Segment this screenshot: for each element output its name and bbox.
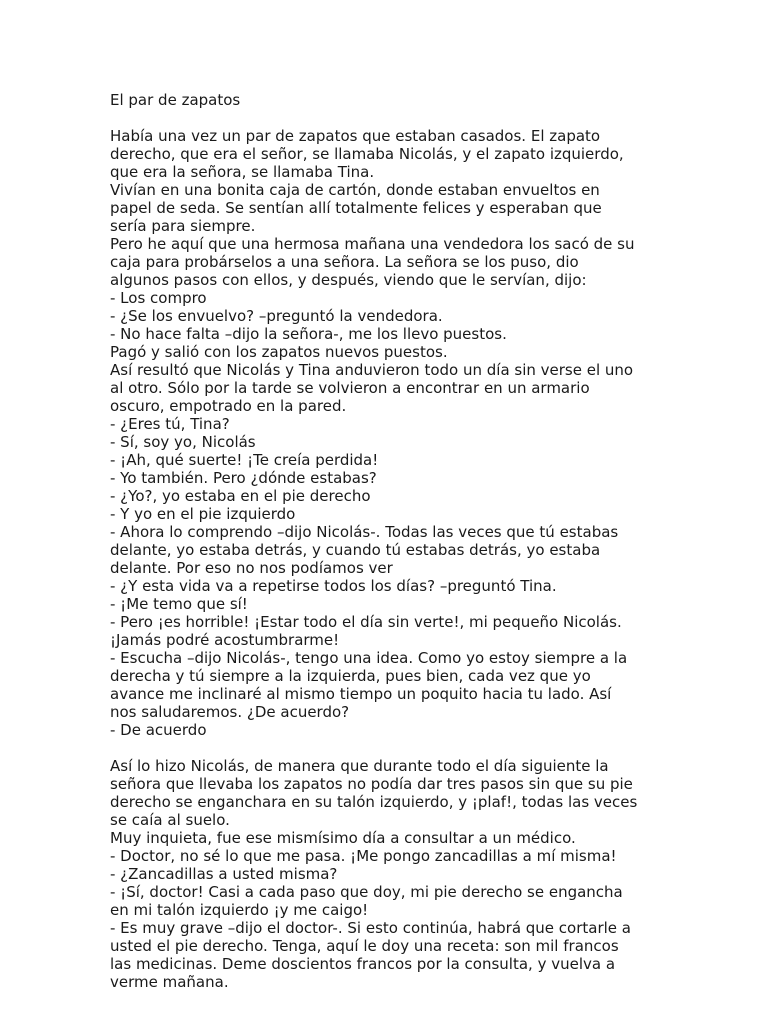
text-line: las medicinas. Deme doscientos francos por la consulta, y vuelva a <box>110 955 616 973</box>
text-line: derecha y tú siempre a la izquierda, pues bien, cada vez que yo <box>110 667 591 685</box>
text-line: - ¿Zancadillas a usted misma? <box>110 865 338 883</box>
text-line: - ¿Se los envuelvo? –preguntó la vendedora. <box>110 307 443 325</box>
text-line: - ¿Yo?, yo estaba en el pie derecho <box>110 487 371 505</box>
blank-line <box>110 739 670 757</box>
text-line: derecho, que era el señor, se llamaba Nicolás, y el zapato izquierdo, <box>110 145 624 163</box>
text-line: nos saludaremos. ¿De acuerdo? <box>110 703 350 721</box>
text-line: en mi talón izquierdo ¡y me caigo! <box>110 901 369 919</box>
text-line: se caía al suelo. <box>110 811 230 829</box>
text-line: que era la señora, se llamaba Tina. <box>110 163 375 181</box>
text-line: - ¿Eres tú, Tina? <box>110 415 230 433</box>
text-line: avance me inclinaré al mismo tiempo un poquito hacia tu lado. Así <box>110 685 612 703</box>
text-line: - ¡Sí, doctor! Casi a cada paso que doy, mi pie derecho se engancha <box>110 883 623 901</box>
text-line: Había una vez un par de zapatos que estaban casados. El zapato <box>110 127 601 145</box>
text-line: - Doctor, no sé lo que me pasa. ¡Me pongo zancadillas a mí misma! <box>110 847 617 865</box>
text-line: usted el pie derecho. Tenga, aquí le doy una receta: son mil francos <box>110 937 619 955</box>
text-line: - De acuerdo <box>110 721 207 739</box>
text-line: algunos pasos con ellos, y después, viendo que le servían, dijo: <box>110 271 587 289</box>
text-line: - ¡Ah, qué suerte! ¡Te creía perdida! <box>110 451 379 469</box>
text-line: ¡Jamás podré acostumbrarme! <box>110 631 340 649</box>
text-line: delante. Por eso no nos podíamos ver <box>110 559 393 577</box>
text-line: Pero he aquí que una hermosa mañana una vendedora los sacó de su <box>110 235 635 253</box>
text-line: - Sí, soy yo, Nicolás <box>110 433 256 451</box>
text-line: Vivían en una bonita caja de cartón, donde estaban envueltos en <box>110 181 600 199</box>
text-line: delante, yo estaba detrás, y cuando tú estabas detrás, yo estaba <box>110 541 601 559</box>
text-line: al otro. Sólo por la tarde se volvieron a encontrar en un armario <box>110 379 590 397</box>
text-line: caja para probárselos a una señora. La señora se los puso, dio <box>110 253 579 271</box>
text-line: - Escucha –dijo Nicolás-, tengo una idea. Como yo estoy siempre a la <box>110 649 628 667</box>
story-text <box>110 127 670 991</box>
text-line: verme mañana. <box>110 973 229 991</box>
text-line: derecho se enganchara en su talón izquierdo, y ¡plaf!, todas las veces <box>110 793 638 811</box>
text-line: - Y yo en el pie izquierdo <box>110 505 296 523</box>
document-body <box>110 91 670 991</box>
text-line: Así resultó que Nicolás y Tina anduvieron todo un día sin verse el uno <box>110 361 634 379</box>
text-line: - ¿Y esta vida va a repetirse todos los días? –preguntó Tina. <box>110 577 557 595</box>
text-line: señora que llevaba los zapatos no podía dar tres pasos sin que su pie <box>110 775 633 793</box>
text-line: Pagó y salió con los zapatos nuevos puestos. <box>110 343 448 361</box>
text-line: oscuro, empotrado en la pared. <box>110 397 347 415</box>
text-line: - Los compro <box>110 289 207 307</box>
text-line: sería para siempre. <box>110 217 256 235</box>
text-line: - Es muy grave –dijo el doctor-. Si esto continúa, habrá que cortarle a <box>110 919 631 937</box>
text-line: Así lo hizo Nicolás, de manera que durante todo el día siguiente la <box>110 757 609 775</box>
text-line: - Pero ¡es horrible! ¡Estar todo el día sin verte!, mi pequeño Nicolás. <box>110 613 622 631</box>
text-line: Muy inquieta, fue ese mismísimo día a consultar a un médico. <box>110 829 576 847</box>
blank-line <box>110 109 670 127</box>
text-line: - ¡Me temo que sí! <box>110 595 248 613</box>
text-line: - Ahora lo comprendo –dijo Nicolás-. Todas las veces que tú estabas <box>110 523 619 541</box>
text-line: - Yo también. Pero ¿dónde estabas? <box>110 469 377 487</box>
document-title: El par de zapatos <box>110 91 241 109</box>
text-line: papel de seda. Se sentían allí totalmente felices y esperaban que <box>110 199 602 217</box>
text-line: - No hace falta –dijo la señora-, me los llevo puestos. <box>110 325 507 343</box>
